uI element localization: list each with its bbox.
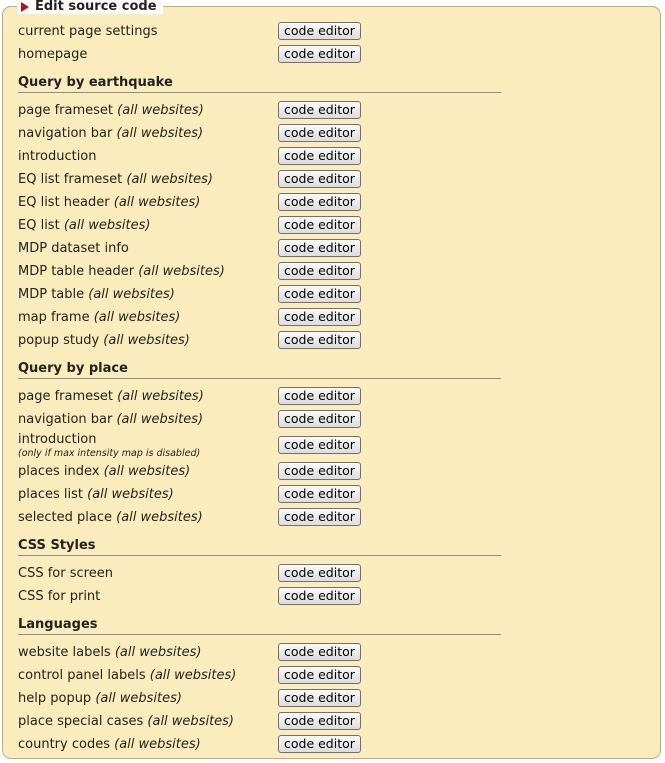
code-editor-button[interactable]: code editor <box>278 462 361 480</box>
code-editor-button[interactable]: code editor <box>278 331 361 349</box>
code-editor-button[interactable]: code editor <box>278 508 361 526</box>
code-editor-button[interactable]: code editor <box>278 285 361 303</box>
all-websites-qualifier: (all websites) <box>87 487 174 502</box>
setting-label <box>18 191 200 214</box>
code-editor-button[interactable]: code editor <box>278 387 361 405</box>
setting-label <box>18 664 236 687</box>
setting-name: introduction <box>18 432 97 447</box>
all-websites-qualifier: (all websites) <box>93 310 181 325</box>
all-websites-qualifier: (all websites) <box>114 645 202 660</box>
section-heading: Query by earthquake <box>18 75 501 93</box>
setting-name: EQ list frameset <box>18 172 123 187</box>
code-editor-button[interactable]: code editor <box>278 666 361 684</box>
code-editor-button[interactable]: code editor <box>278 262 361 280</box>
setting-name: CSS for print <box>18 589 101 604</box>
setting-note: (only if max intensity map is disabled) <box>18 448 201 459</box>
setting-label <box>18 585 100 608</box>
code-editor-button[interactable]: code editor <box>278 689 361 707</box>
setting-name: help popup <box>18 691 92 706</box>
code-editor-button[interactable]: code editor <box>278 147 361 165</box>
code-editor-button[interactable]: code editor <box>278 45 361 63</box>
setting-label <box>18 20 157 43</box>
all-websites-qualifier: (all websites) <box>117 103 204 118</box>
setting-label <box>18 99 204 122</box>
panel-title: Edit source code <box>35 0 157 14</box>
code-editor-button[interactable]: code editor <box>278 308 361 326</box>
all-websites-qualifier: (all websites) <box>95 691 182 706</box>
all-websites-qualifier: (all websites) <box>114 737 201 752</box>
setting-name: navigation bar <box>18 412 113 427</box>
setting-label <box>18 214 150 237</box>
code-editor-button[interactable]: code editor <box>278 101 361 119</box>
setting-label <box>18 562 113 585</box>
setting-label <box>18 168 213 191</box>
setting-label <box>18 460 190 483</box>
setting-label <box>18 408 203 431</box>
setting-label <box>18 733 201 756</box>
code-editor-button[interactable]: code editor <box>278 22 361 40</box>
setting-label <box>18 237 129 260</box>
code-editor-button[interactable]: code editor <box>278 436 361 454</box>
all-websites-qualifier: (all websites) <box>149 668 237 683</box>
setting-label <box>18 432 201 459</box>
code-editor-button[interactable]: code editor <box>278 735 361 753</box>
all-websites-qualifier: (all websites) <box>116 412 204 427</box>
setting-name: EQ list header <box>18 195 110 210</box>
setting-label <box>18 122 203 145</box>
setting-label <box>18 329 190 352</box>
all-websites-qualifier: (all websites) <box>147 714 235 729</box>
setting-label <box>18 283 175 306</box>
setting-label <box>18 506 203 529</box>
setting-label <box>18 483 174 506</box>
setting-name: page frameset <box>18 103 114 118</box>
setting-name: MDP table <box>18 287 85 302</box>
setting-name: MDP dataset info <box>18 241 129 256</box>
setting-name: homepage <box>18 47 88 62</box>
code-editor-button[interactable]: code editor <box>278 712 361 730</box>
setting-label <box>18 145 97 168</box>
code-editor-button[interactable]: code editor <box>278 643 361 661</box>
setting-name: selected place <box>18 510 112 525</box>
setting-name: current page settings <box>18 24 158 39</box>
all-websites-qualifier: (all websites) <box>138 264 225 279</box>
setting-name: EQ list <box>18 218 60 233</box>
panel-legend[interactable] <box>17 0 163 14</box>
setting-name: popup study <box>18 333 100 348</box>
setting-label <box>18 710 234 733</box>
code-editor-button[interactable]: code editor <box>278 410 361 428</box>
code-editor-button[interactable]: code editor <box>278 193 361 211</box>
setting-name: map frame <box>18 310 90 325</box>
code-editor-button[interactable]: code editor <box>278 564 361 582</box>
setting-label <box>18 306 180 329</box>
all-websites-qualifier: (all websites) <box>103 333 190 348</box>
setting-name: MDP table header <box>18 264 135 279</box>
code-editor-button[interactable]: code editor <box>278 170 361 188</box>
section-heading: Languages <box>18 617 501 635</box>
setting-name: website labels <box>18 645 111 660</box>
all-websites-qualifier: (all websites) <box>116 126 204 141</box>
code-editor-button[interactable]: code editor <box>278 587 361 605</box>
setting-name: introduction <box>18 149 97 164</box>
code-editor-button[interactable]: code editor <box>278 239 361 257</box>
setting-name: page frameset <box>18 389 114 404</box>
all-websites-qualifier: (all websites) <box>113 195 201 210</box>
code-editor-button[interactable]: code editor <box>278 216 361 234</box>
setting-name: places list <box>18 487 83 502</box>
code-editor-button[interactable]: code editor <box>278 124 361 142</box>
all-websites-qualifier: (all websites) <box>63 218 151 233</box>
all-websites-qualifier: (all websites) <box>103 464 191 479</box>
setting-label <box>18 43 87 66</box>
collapse-triangle-icon[interactable] <box>21 2 29 12</box>
setting-label <box>18 260 225 283</box>
setting-name: place special cases <box>18 714 144 729</box>
all-websites-qualifier: (all websites) <box>116 510 203 525</box>
setting-name: control panel labels <box>18 668 146 683</box>
setting-label <box>18 385 204 408</box>
setting-name: navigation bar <box>18 126 113 141</box>
edit-source-code-panel <box>2 0 661 759</box>
setting-name: places index <box>18 464 100 479</box>
all-websites-qualifier: (all websites) <box>88 287 175 302</box>
all-websites-qualifier: (all websites) <box>117 389 204 404</box>
setting-label <box>18 687 182 710</box>
code-editor-button[interactable]: code editor <box>278 485 361 503</box>
setting-name: country codes <box>18 737 110 752</box>
setting-name: CSS for screen <box>18 566 113 581</box>
section-heading: CSS Styles <box>18 538 501 556</box>
section-heading: Query by place <box>18 361 501 379</box>
setting-label <box>18 641 201 664</box>
all-websites-qualifier: (all websites) <box>126 172 213 187</box>
